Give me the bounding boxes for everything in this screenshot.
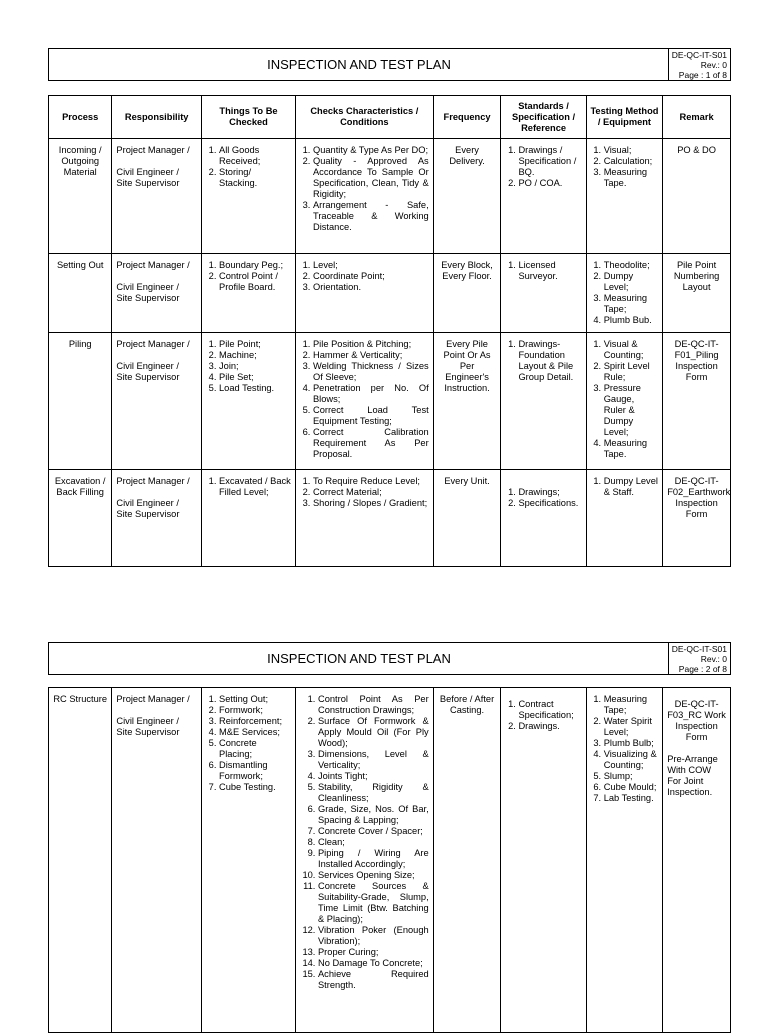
responsibility-secondary: Civil Engineer / Site Supervisor xyxy=(116,498,180,519)
list-item: 1. Control Point As Per Construction Drawings; xyxy=(318,694,429,716)
itp-table xyxy=(48,95,731,567)
list-item: 3. Measuring Tape; xyxy=(604,293,659,315)
responsibility-cell xyxy=(112,688,202,1033)
checks-cell xyxy=(295,470,433,567)
list-item: 3. Pressure Gauge, Ruler & Dumpy Level; xyxy=(604,383,659,438)
remark-cell: Pile Point Numbering Layout xyxy=(663,254,731,333)
standards-cell xyxy=(501,688,586,1033)
list-item: 1. Visual; xyxy=(604,145,659,156)
list-item: 7. Concrete Cover / Spacer; xyxy=(318,826,429,837)
document-number: DE-QC-IT-S01 xyxy=(671,644,727,654)
list-item: 4. Visualizing & Counting; xyxy=(604,749,659,771)
standards-cell xyxy=(501,470,586,567)
testing-cell xyxy=(586,333,663,470)
things-cell xyxy=(202,688,296,1033)
standards-cell xyxy=(501,139,586,254)
things-cell xyxy=(202,254,296,333)
column-header-frequency: Frequency xyxy=(433,96,501,139)
list-item: 4. Pile Set; xyxy=(219,372,291,383)
revision: Rev.: 0 xyxy=(700,654,727,664)
list-item: 2. Surface Of Formwork & Apply Mould Oil (For Ply Wood); xyxy=(318,716,429,749)
process-cell: Piling xyxy=(49,333,112,470)
list-item: 1. Boundary Peg.; xyxy=(219,260,291,271)
page-number: Page : 1 of 8 xyxy=(678,70,727,80)
list-item: 2. Dumpy Level; xyxy=(604,271,659,293)
responsibility-cell xyxy=(112,470,202,567)
list-item: 1. Contract Specification; xyxy=(518,699,581,721)
list-item: 1. Visual & Counting; xyxy=(604,339,659,361)
list-item: 2. Storing/ Stacking. xyxy=(219,167,291,189)
responsibility-cell xyxy=(112,333,202,470)
list-item: 2. Machine; xyxy=(219,350,291,361)
list-item: 2. Drawings. xyxy=(518,721,581,732)
process-cell: Incoming / Outgoing Material xyxy=(49,139,112,254)
list-item: 2. PO / COA. xyxy=(518,178,581,189)
remark-cell: PO & DO xyxy=(663,139,731,254)
list-item: 4. Measuring Tape. xyxy=(604,438,659,460)
standards-cell xyxy=(501,333,586,470)
list-item: 5. Slump; xyxy=(604,771,659,782)
list-item: 5. Load Testing. xyxy=(219,383,291,394)
table-row xyxy=(49,254,731,333)
responsibility-primary: Project Manager / xyxy=(116,694,190,704)
list-item: 4. Plumb Bub. xyxy=(604,315,659,326)
table-row xyxy=(49,333,731,470)
list-item: 8. Clean; xyxy=(318,837,429,848)
list-item: 2. Calculation; xyxy=(604,156,659,167)
list-item: 1. Pile Point; xyxy=(219,339,291,350)
column-header-responsibility: Responsibility xyxy=(112,96,202,139)
frequency-cell: Every Pile Point Or As Per Engineer's Instruction. xyxy=(433,333,501,470)
column-header-things: Things To Be Checked xyxy=(202,96,296,139)
testing-cell xyxy=(586,470,663,567)
responsibility-primary: Project Manager / xyxy=(116,145,190,155)
list-item: 3. Measuring Tape. xyxy=(604,167,659,189)
list-item: 2. Water Spirit Level; xyxy=(604,716,659,738)
frequency-cell: Every Block, Every Floor. xyxy=(433,254,501,333)
list-item: 1. Quantity & Type As Per DO; xyxy=(313,145,429,156)
list-item: 2. Correct Material; xyxy=(313,487,429,498)
testing-cell xyxy=(586,688,663,1033)
list-item: 2. Formwork; xyxy=(219,705,291,716)
list-item: 1. Measuring Tape; xyxy=(604,694,659,716)
frequency-cell: Every Unit. xyxy=(433,470,501,567)
column-header-remark: Remark xyxy=(663,96,731,139)
list-item: 2. Specifications. xyxy=(518,498,581,509)
remark-note: Pre-Arrange With COW For Joint Inspection. xyxy=(667,754,718,797)
list-item: 13. Proper Curing; xyxy=(318,947,429,958)
things-cell xyxy=(202,139,296,254)
document-number: DE-QC-IT-S01 xyxy=(671,50,727,60)
responsibility-primary: Project Manager / xyxy=(116,260,190,270)
responsibility-secondary: Civil Engineer / Site Supervisor xyxy=(116,716,180,737)
column-header-testing: Testing Method / Equipment xyxy=(586,96,663,139)
checks-cell xyxy=(295,688,433,1033)
list-item: 15. Achieve Required Strength. xyxy=(318,969,429,991)
list-item: 1. Drawings / Specification / BQ. xyxy=(518,145,581,178)
itp-table xyxy=(48,687,731,1033)
process-cell: RC Structure xyxy=(49,688,112,1033)
responsibility-secondary: Civil Engineer / Site Supervisor xyxy=(116,361,180,382)
list-item: 3. Join; xyxy=(219,361,291,372)
list-item: 2. Quality - Approved As Accordance To Sample Or Specification, Clean, Tidy & Rigidity; xyxy=(313,156,429,200)
frequency-cell: Every Delivery. xyxy=(433,139,501,254)
things-cell xyxy=(202,333,296,470)
list-item: 1. Excavated / Back Filled Level; xyxy=(219,476,291,498)
table-row xyxy=(49,688,731,1033)
list-item: 3. Plumb Bulb; xyxy=(604,738,659,749)
list-item: 6. Dismantling Formwork; xyxy=(219,760,291,782)
things-cell xyxy=(202,470,296,567)
column-header-checks: Checks Characteristics / Conditions xyxy=(295,96,433,139)
list-item: 6. Cube Mould; xyxy=(604,782,659,793)
remark-cell: DE-QC-IT-F02_Earthwork Inspection Form xyxy=(663,470,731,567)
list-item: 10. Services Opening Size; xyxy=(318,870,429,881)
list-item: 1. To Require Reduce Level; xyxy=(313,476,429,487)
responsibility-secondary: Civil Engineer / Site Supervisor xyxy=(116,167,180,188)
column-header-process: Process xyxy=(49,96,112,139)
list-item: 6. Correct Calibration Requirement As Per Proposal. xyxy=(313,427,429,460)
list-item: 5. Correct Load Test Equipment Testing; xyxy=(313,405,429,427)
list-item: 4. M&E Services; xyxy=(219,727,291,738)
checks-cell xyxy=(295,139,433,254)
list-item: 3. Reinforcement; xyxy=(219,716,291,727)
list-item: 5. Stability, Rigidity & Cleanliness; xyxy=(318,782,429,804)
document-meta xyxy=(668,49,730,80)
responsibility-cell xyxy=(112,254,202,333)
frequency-cell: Before / After Casting. xyxy=(433,688,501,1033)
list-item: 1. Drawings; xyxy=(518,487,581,498)
list-item: 14. No Damage To Concrete; xyxy=(318,958,429,969)
list-item: 2. Coordinate Point; xyxy=(313,271,429,282)
responsibility-primary: Project Manager / xyxy=(116,476,190,486)
list-item: 3. Orientation. xyxy=(313,282,429,293)
document-title: INSPECTION AND TEST PLAN xyxy=(267,57,451,72)
document-meta xyxy=(668,643,730,674)
list-item: 12. Vibration Poker (Enough Vibration); xyxy=(318,925,429,947)
remark-form-reference: DE-QC-IT-F03_RC Work Inspection Form xyxy=(667,699,726,742)
table-header-row xyxy=(49,96,731,139)
list-item: 6. Grade, Size, Nos. Of Bar, Spacing & Lapping; xyxy=(318,804,429,826)
revision: Rev.: 0 xyxy=(700,60,727,70)
table-row xyxy=(49,470,731,567)
list-item: 4. Penetration per No. Of Blows; xyxy=(313,383,429,405)
list-item: 2. Spirit Level Rule; xyxy=(604,361,659,383)
list-item: 9. Piping / Wiring Are Installed Accordingly; xyxy=(318,848,429,870)
checks-cell xyxy=(295,254,433,333)
list-item: 3. Arrangement - Safe, Traceable & Working Distance. xyxy=(313,200,429,233)
remark-cell: DE-QC-IT-F01_Piling Inspection Form xyxy=(663,333,731,470)
responsibility-cell xyxy=(112,139,202,254)
checks-cell xyxy=(295,333,433,470)
testing-cell xyxy=(586,254,663,333)
list-item: 1. Licensed Surveyor. xyxy=(518,260,581,282)
list-item: 7. Lab Testing. xyxy=(604,793,659,804)
remark-cell xyxy=(663,688,731,1033)
testing-cell xyxy=(586,139,663,254)
column-header-standards: Standards / Specification / Reference xyxy=(501,96,586,139)
list-item: 3. Welding Thickness / Sizes Of Sleeve; xyxy=(313,361,429,383)
page-header xyxy=(48,642,731,675)
standards-cell xyxy=(501,254,586,333)
responsibility-primary: Project Manager / xyxy=(116,339,190,349)
page-header xyxy=(48,48,731,81)
list-item: 1. Drawings- Foundation Layout & Pile Group Detail. xyxy=(518,339,581,383)
list-item: 4. Joints Tight; xyxy=(318,771,429,782)
list-item: 1. Level; xyxy=(313,260,429,271)
page-number: Page : 2 of 8 xyxy=(678,664,727,674)
list-item: 1. All Goods Received; xyxy=(219,145,291,167)
table-row xyxy=(49,139,731,254)
list-item: 1. Pile Position & Pitching; xyxy=(313,339,429,350)
responsibility-secondary: Civil Engineer / Site Supervisor xyxy=(116,282,180,303)
list-item: 1. Theodolite; xyxy=(604,260,659,271)
list-item: 5. Concrete Placing; xyxy=(219,738,291,760)
list-item: 1. Setting Out; xyxy=(219,694,291,705)
list-item: 7. Cube Testing. xyxy=(219,782,291,793)
list-item: 2. Control Point / Profile Board. xyxy=(219,271,291,293)
process-cell: Setting Out xyxy=(49,254,112,333)
list-item: 2. Hammer & Verticality; xyxy=(313,350,429,361)
list-item: 3. Dimensions, Level & Verticality; xyxy=(318,749,429,771)
list-item: 1. Dumpy Level & Staff. xyxy=(604,476,659,498)
list-item: 11. Concrete Sources & Suitability-Grade, Slump, Time Limit (Btw. Batching & Placing); xyxy=(318,881,429,925)
document-title: INSPECTION AND TEST PLAN xyxy=(267,651,451,666)
list-item: 3. Shoring / Slopes / Gradient; xyxy=(313,498,429,509)
process-cell: Excavation / Back Filling xyxy=(49,470,112,567)
